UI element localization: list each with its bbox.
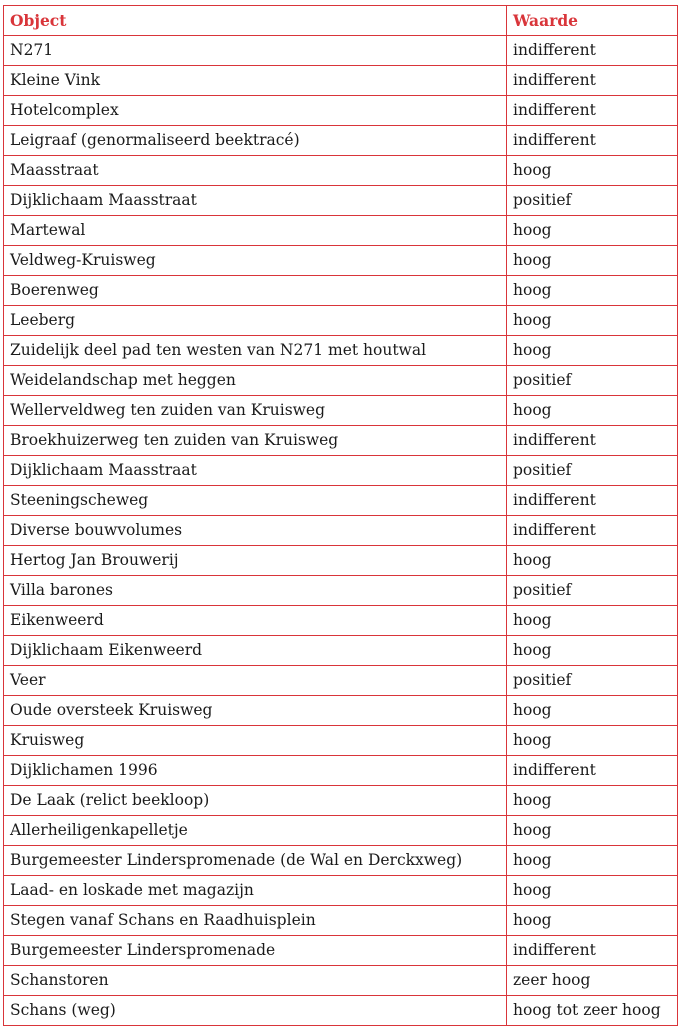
object-cell: Diverse bouwvolumes xyxy=(4,516,507,546)
value-cell: indifferent xyxy=(507,96,678,126)
value-cell: indifferent xyxy=(507,426,678,456)
object-cell: Oude oversteek Kruisweg xyxy=(4,696,507,726)
value-cell: indifferent xyxy=(507,486,678,516)
table-row xyxy=(4,126,678,156)
table-row xyxy=(4,306,678,336)
table-row xyxy=(4,666,678,696)
table-body xyxy=(4,36,678,1026)
table-row xyxy=(4,636,678,666)
object-cell: Dijklichaam Maasstraat xyxy=(4,186,507,216)
object-cell: Dijklichaam Maasstraat xyxy=(4,456,507,486)
object-value-table-container xyxy=(3,5,677,1026)
table-row xyxy=(4,66,678,96)
table-row xyxy=(4,186,678,216)
object-cell: Schans (weg) xyxy=(4,996,507,1026)
value-cell: indifferent xyxy=(507,756,678,786)
value-cell: hoog xyxy=(507,876,678,906)
table-row xyxy=(4,36,678,66)
object-cell: Kleine Vink xyxy=(4,66,507,96)
value-cell: indifferent xyxy=(507,936,678,966)
table-row xyxy=(4,756,678,786)
value-cell: indifferent xyxy=(507,516,678,546)
value-cell: hoog xyxy=(507,696,678,726)
table-row xyxy=(4,156,678,186)
object-cell: Leigraaf (genormaliseerd beektracé) xyxy=(4,126,507,156)
table-row xyxy=(4,906,678,936)
table-row xyxy=(4,726,678,756)
object-cell: Veer xyxy=(4,666,507,696)
value-cell: positief xyxy=(507,666,678,696)
table-row xyxy=(4,246,678,276)
value-cell: hoog xyxy=(507,306,678,336)
value-cell: hoog xyxy=(507,636,678,666)
object-cell: Allerheiligenkapelletje xyxy=(4,816,507,846)
table-row xyxy=(4,816,678,846)
value-cell: indifferent xyxy=(507,126,678,156)
table-row xyxy=(4,786,678,816)
table-row xyxy=(4,876,678,906)
table-header-row xyxy=(4,6,678,36)
object-cell: Schanstoren xyxy=(4,966,507,996)
object-cell: Kruisweg xyxy=(4,726,507,756)
value-cell: hoog xyxy=(507,396,678,426)
table-row xyxy=(4,216,678,246)
table-row xyxy=(4,486,678,516)
value-cell: hoog xyxy=(507,246,678,276)
object-cell: De Laak (relict beekloop) xyxy=(4,786,507,816)
value-cell: positief xyxy=(507,456,678,486)
object-cell: Burgemeester Linderspromenade xyxy=(4,936,507,966)
value-cell: hoog xyxy=(507,606,678,636)
value-cell: hoog tot zeer hoog xyxy=(507,996,678,1026)
value-cell: hoog xyxy=(507,336,678,366)
value-cell: hoog xyxy=(507,156,678,186)
value-cell: indifferent xyxy=(507,36,678,66)
value-cell: positief xyxy=(507,186,678,216)
table-row xyxy=(4,966,678,996)
object-cell: Leeberg xyxy=(4,306,507,336)
table-row xyxy=(4,396,678,426)
table-row xyxy=(4,606,678,636)
table-row xyxy=(4,516,678,546)
object-cell: Stegen vanaf Schans en Raadhuisplein xyxy=(4,906,507,936)
object-value-table xyxy=(3,5,678,1026)
table-row xyxy=(4,696,678,726)
object-cell: Dijklichaam Eikenweerd xyxy=(4,636,507,666)
value-cell: hoog xyxy=(507,786,678,816)
object-cell: Laad- en loskade met magazijn xyxy=(4,876,507,906)
table-row xyxy=(4,366,678,396)
value-cell: hoog xyxy=(507,546,678,576)
object-cell: Zuidelijk deel pad ten westen van N271 met houtwal xyxy=(4,336,507,366)
object-cell: Burgemeester Linderspromenade (de Wal en Derckxweg) xyxy=(4,846,507,876)
object-cell: Boerenweg xyxy=(4,276,507,306)
object-cell: Steeningscheweg xyxy=(4,486,507,516)
table-row xyxy=(4,276,678,306)
table-row xyxy=(4,936,678,966)
object-cell: Hertog Jan Brouwerij xyxy=(4,546,507,576)
value-cell: hoog xyxy=(507,216,678,246)
object-cell: Eikenweerd xyxy=(4,606,507,636)
table-row xyxy=(4,846,678,876)
object-cell: Veldweg-Kruisweg xyxy=(4,246,507,276)
column-header-object: Object xyxy=(4,6,507,36)
object-cell: Martewal xyxy=(4,216,507,246)
object-cell: Broekhuizerweg ten zuiden van Kruisweg xyxy=(4,426,507,456)
value-cell: hoog xyxy=(507,276,678,306)
value-cell: positief xyxy=(507,366,678,396)
table-row xyxy=(4,456,678,486)
object-cell: Weidelandschap met heggen xyxy=(4,366,507,396)
value-cell: zeer hoog xyxy=(507,966,678,996)
value-cell: hoog xyxy=(507,816,678,846)
table-row xyxy=(4,996,678,1026)
value-cell: hoog xyxy=(507,846,678,876)
object-cell: Hotelcomplex xyxy=(4,96,507,126)
table-row xyxy=(4,336,678,366)
value-cell: hoog xyxy=(507,726,678,756)
value-cell: hoog xyxy=(507,906,678,936)
object-cell: Villa barones xyxy=(4,576,507,606)
object-cell: N271 xyxy=(4,36,507,66)
table-row xyxy=(4,546,678,576)
table-row xyxy=(4,96,678,126)
value-cell: indifferent xyxy=(507,66,678,96)
object-cell: Maasstraat xyxy=(4,156,507,186)
object-cell: Wellerveldweg ten zuiden van Kruisweg xyxy=(4,396,507,426)
table-row xyxy=(4,576,678,606)
table-row xyxy=(4,426,678,456)
value-cell: positief xyxy=(507,576,678,606)
object-cell: Dijklichamen 1996 xyxy=(4,756,507,786)
column-header-value: Waarde xyxy=(507,6,678,36)
